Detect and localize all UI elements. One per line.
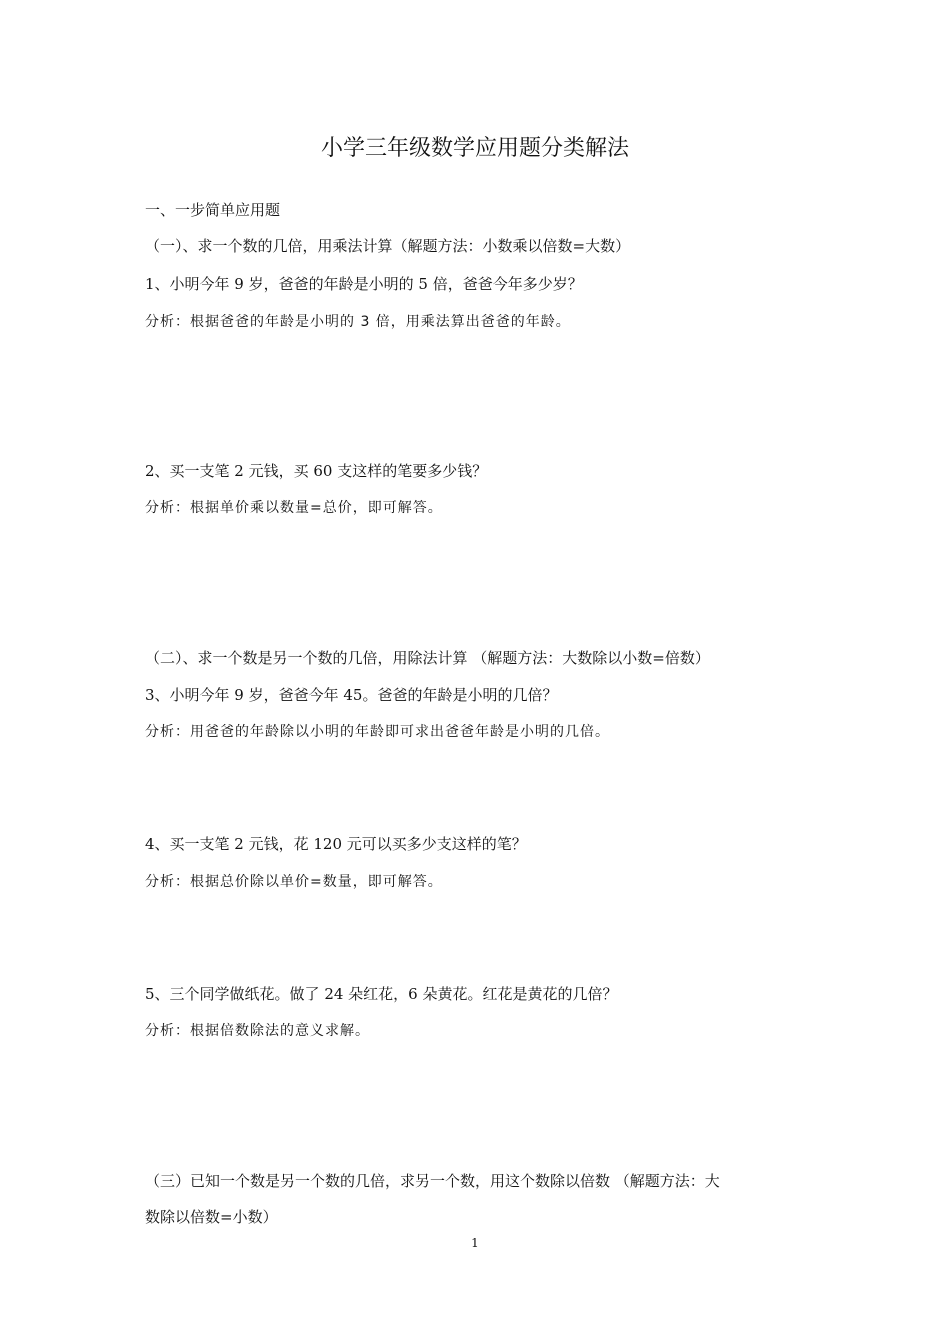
question-1: 1、小明今年 9 岁，爸爸的年龄是小明的 5 倍，爸爸今年多少岁？: [145, 275, 583, 293]
question-3: 3、小明今年 9 岁，爸爸今年 45。爸爸的年龄是小明的几倍？: [145, 686, 558, 704]
subsection-heading-3-line-2: 数除以倍数=小数）: [145, 1208, 278, 1226]
question-2: 2、买一支笔 2 元钱，买 60 支这样的笔要多少钱？: [145, 462, 488, 480]
analysis-2: 分析：根据单价乘以数量=总价，即可解答。: [145, 500, 443, 516]
subsection-heading-2: （二）、求一个数是另一个数的几倍，用除法计算 （解题方法：大数除以小数=倍数）: [145, 649, 710, 667]
analysis-4: 分析：根据总价除以单价=数量，即可解答。: [145, 874, 443, 890]
page-number: 1: [471, 1236, 479, 1250]
analysis-3: 分析：用爸爸的年龄除以小明的年龄即可求出爸爸年龄是小明的几倍。: [145, 724, 610, 740]
question-4: 4、买一支笔 2 元钱，花 120 元可以买多少支这样的笔？: [145, 835, 527, 853]
document-title: 小学三年级数学应用题分类解法: [320, 136, 629, 161]
subsection-heading-3-line-1: （三）已知一个数是另一个数的几倍，求另一个数，用这个数除以倍数 （解题方法：大: [145, 1172, 720, 1190]
subsection-heading-1: （一）、求一个数的几倍，用乘法计算（解题方法：小数乘以倍数=大数）: [145, 237, 631, 255]
analysis-1: 分析：根据爸爸的年龄是小明的 3 倍，用乘法算出爸爸的年龄。: [145, 314, 571, 330]
analysis-5: 分析：根据倍数除法的意义求解。: [145, 1023, 370, 1039]
section-heading: 一、一步简单应用题: [145, 201, 281, 219]
question-5: 5、三个同学做纸花。做了 24 朵红花，6 朵黄花。红花是黄花的几倍？: [145, 985, 618, 1003]
